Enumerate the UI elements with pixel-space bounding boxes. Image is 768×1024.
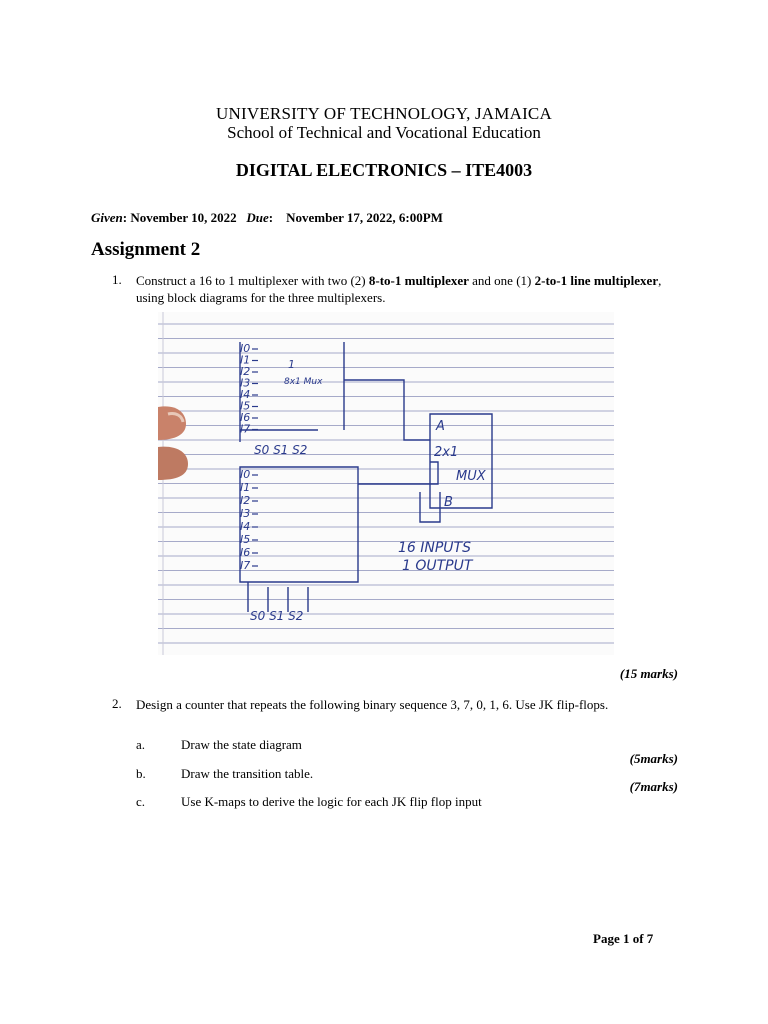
question-1-marks: (15 marks) — [619, 666, 678, 681]
top-mux-number: 1 — [288, 358, 295, 371]
bottom-select-label: S0 S1 S2 — [250, 609, 304, 623]
given-date: : November 10, 2022 — [122, 210, 237, 225]
school-name: School of Technical and Vocational Education — [227, 123, 541, 142]
mux-input-label: I0 — [240, 468, 251, 481]
assignment-title: Assignment 2 — [91, 239, 201, 260]
mux-input-label: I5 — [240, 533, 251, 546]
given-label: Given — [91, 210, 123, 225]
mux21-input-a: A — [436, 419, 445, 434]
question-2-text: Design a counter that repeats the following binary sequence 3, 7, 0, 1, 6. Use JK flip-flops. — [136, 697, 609, 712]
page-number: Page 1 of 7 — [593, 931, 654, 946]
q1-bold-term: 2-to-1 line multiplexer — [534, 273, 659, 288]
mux-input-label: I1 — [240, 481, 251, 494]
mux21-mux-label: MUX — [456, 469, 486, 484]
mux21-input-b: B — [444, 495, 453, 510]
part-a-letter: a. — [136, 737, 146, 752]
due-date: : November 17, 2022, 6:00PM — [268, 210, 443, 225]
part-c-text: Use K-maps to derive the logic for each JK flip flop input — [181, 794, 482, 809]
mux-input-label: I4 — [240, 520, 251, 533]
course-title: DIGITAL ELECTRONICS – ITE4003 — [235, 160, 533, 180]
part-b-letter: b. — [136, 766, 146, 781]
mux-input-label: I7 — [240, 422, 251, 436]
part-b-text: Draw the transition table. — [181, 766, 314, 781]
mux-input-label: I6 — [240, 546, 251, 559]
part-a-text: Draw the state diagram — [181, 737, 302, 752]
mux-input-label: I4 — [240, 388, 251, 401]
question-2-number: 2. — [112, 696, 122, 711]
question-1-text — [136, 272, 676, 306]
part-b-marks: (7marks) — [629, 779, 678, 794]
mux-input-label: I6 — [240, 411, 251, 424]
q1-text-part: , using block diagrams for the three multiplexers. — [136, 273, 662, 305]
mux-input-label: I5 — [240, 399, 251, 413]
mux21-label: 2x1 — [434, 445, 459, 460]
handwritten-mux-sketch — [158, 312, 614, 655]
mux-input-label: I3 — [240, 507, 251, 520]
note-inputs: 16 INPUTS — [398, 540, 471, 556]
part-a-marks: (5marks) — [629, 751, 678, 766]
mux-input-label: I1 — [240, 353, 251, 367]
top-select-label: S0 S1 S2 — [254, 443, 308, 457]
university-name: UNIVERSITY OF TECHNOLOGY, JAMAICA — [216, 104, 552, 123]
note-output: 1 OUTPUT — [402, 558, 473, 574]
q1-text-part: and one (1) — [468, 273, 535, 288]
q1-bold-term: 8-to-1 multiplexer — [368, 273, 469, 288]
top-mux-label: 8x1 Mux — [284, 377, 323, 387]
dates-line — [91, 210, 443, 226]
mux-input-label: I2 — [240, 494, 251, 507]
part-c-letter: c. — [136, 794, 146, 809]
mux-input-label: I7 — [240, 559, 251, 572]
q1-text-part: Construct a 16 to 1 multiplexer with two (2) — [136, 273, 369, 288]
due-label: Due — [246, 210, 269, 225]
mux-input-label: I2 — [240, 365, 251, 378]
question-1-number: 1. — [112, 272, 122, 287]
mux-input-label: I0 — [240, 342, 251, 355]
mux-input-label: I3 — [240, 376, 251, 390]
